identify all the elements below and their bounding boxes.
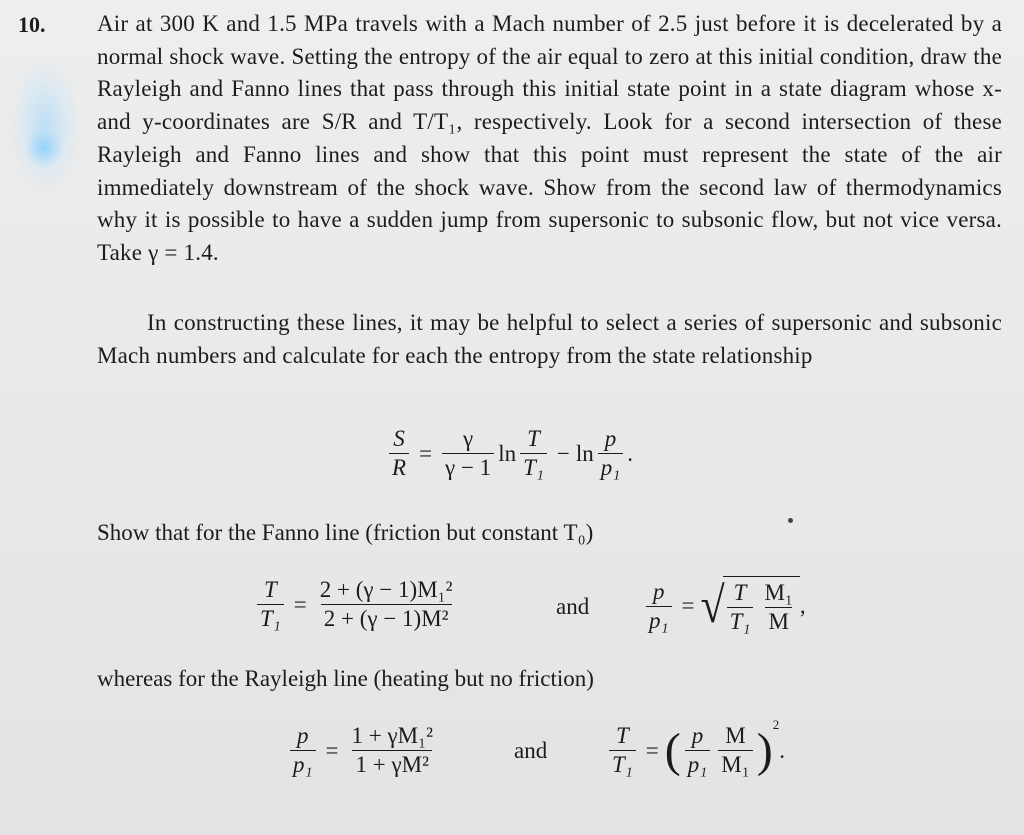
problem-number: 10.	[18, 12, 46, 37]
paragraph-2-text: In constructing these lines, it may be helpful to select a series of supersonic and subsonic Mach numbers and calculate for each the entropy from the state relationship	[97, 310, 1002, 368]
and-word-2: and	[514, 738, 548, 763]
light-glare	[10, 60, 80, 190]
square-root: √ $\frac{T}{\text{T₁}}$ $\frac{\text{M₁}}{M}$	[700, 576, 799, 636]
s-over-r: $\frac{S}{R}$	[389, 425, 409, 482]
fanno-temperature-equation: $\frac{T}{\text{T₁}}$ = $\frac{\text{2 + (γ − 1)M₁²}}{\text{2 + (γ − 1)M²}}$	[253, 576, 460, 633]
problem-paragraph-2	[97, 307, 1002, 372]
light-glare-spot	[26, 128, 62, 168]
ln-operator: ln	[498, 440, 517, 466]
and-word-1: and	[556, 594, 590, 619]
fanno-intro: Show that for the Fanno line (friction but constant T₀)	[97, 520, 594, 545]
speck	[788, 518, 793, 523]
rayleigh-temperature-equation: $\frac{T}{\text{T₁}}$ = ( $\frac{p}{\text{p₁}}$ $\frac{M}{\text{M₁}}$ ) 2 .	[605, 722, 785, 779]
fanno-pressure-equation: $\frac{p}{\text{p₁}}$ = √ $\frac{T}{\text{T₁}}$ $\frac{\text{M₁}}{M}$ ,	[642, 576, 806, 636]
t-ratio: $\frac{T}{\text{T₁}}$	[520, 425, 547, 482]
entropy-equation: $\frac{S}{R}$ = $\frac{\gamma}{\gamma - 1}$ ln $\frac{T}{\text{T₁}}$ − ln $\frac{p}{\text{p₁}}$ .	[385, 425, 633, 482]
problem-paragraph-1: Air at 300 K and 1.5 MPa travels with a Mach number of 2.5 just before it is decelerated by a normal shock wave. Setting the entropy of the air equal to zero at this initial condition, draw the Rayleigh and Fanno lines that pass through this initial state point in a state diagram whose x- and y-coordinates are S/R and T/T₁, respectively. Look for a second intersection of these Rayleigh and Fanno lines and show that this point must represent the state of the air immediately downstream of the shock wave. Show from the second law of thermodynamics why it is possible to have a sudden jump from supersonic to subsonic flow, but not vice versa. Take γ = 1.4.	[97, 11, 1002, 265]
p-ratio: $\frac{p}{\text{p₁}}$	[598, 425, 624, 482]
ln-operator-2: ln	[575, 440, 594, 466]
rayleigh-pressure-equation: $\frac{p}{\text{p₁}}$ = $\frac{\text{1 + γM₁²}}{\text{1 + γM²}}$	[286, 722, 440, 779]
rayleigh-intro: whereas for the Rayleigh line (heating but no friction)	[97, 666, 594, 691]
gamma-coefficient: $\frac{\gamma}{\gamma - 1}$	[442, 425, 494, 482]
